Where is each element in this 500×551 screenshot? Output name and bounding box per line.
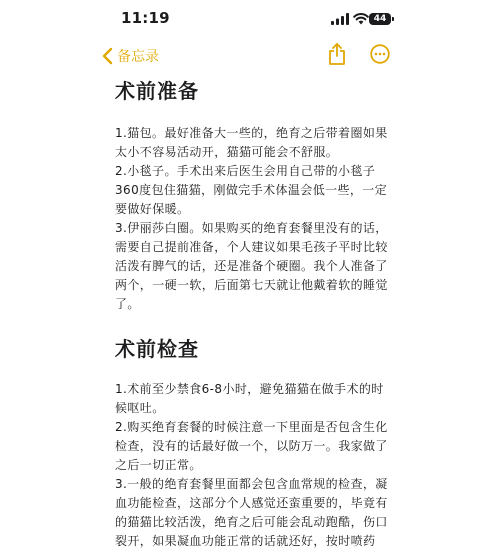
note-content[interactable]	[115, 78, 395, 551]
back-label: 备忘录	[117, 49, 159, 65]
more-options-icon[interactable]	[370, 44, 390, 64]
note-paragraph: 3.一般的绝育套餐里面都会包含血常规的检查，凝血功能检查，这部分个人感觉还蛮重要的，毕竟有的猫猫比较活泼，绝育之后可能会乱动跑酷，伤口裂开，如果凝血功能正常的话就还好，按时喷药	[115, 477, 388, 548]
share-icon[interactable]	[328, 43, 346, 65]
note-paragraph: 2.小毯子。手术出来后医生会用自己带的小毯子360度包住猫猫，刚做完手术体温会低一些，一定要做好保暖。	[115, 164, 388, 216]
chevron-left-icon	[102, 47, 113, 65]
battery-nub	[392, 17, 394, 21]
wifi-icon	[353, 12, 369, 25]
back-button[interactable]	[102, 46, 159, 66]
battery-icon: 44	[369, 13, 391, 25]
section-title: 术前检查	[115, 337, 199, 361]
status-time: 11:19	[121, 9, 170, 27]
section-title: 术前准备	[115, 79, 199, 103]
cellular-signal-icon	[331, 13, 349, 25]
note-paragraph: 1.猫包。最好准备大一些的，绝育之后带着圈如果太小不容易活动开，猫猫可能会不舒服。	[115, 126, 388, 159]
nav-bar	[0, 40, 500, 70]
note-paragraph: 2.购买绝育套餐的时候注意一下里面是否包含生化检查，没有的话最好做一个，以防万一。我家做了之后一切正常。	[115, 420, 388, 472]
note-paragraph: 1.术前至少禁食6-8小时，避免猫猫在做手术的时候呕吐。	[115, 382, 384, 415]
note-paragraph: 3.伊丽莎白圈。如果购买的绝育套餐里没有的话，需要自己提前准备，个人建议如果毛孩子平时比较活泼有脾气的话，还是准备个硬圈。我个人准备了两个，一硬一软，后面第七天就让他戴着软的睡觉了。	[115, 221, 388, 311]
status-bar	[0, 0, 500, 40]
